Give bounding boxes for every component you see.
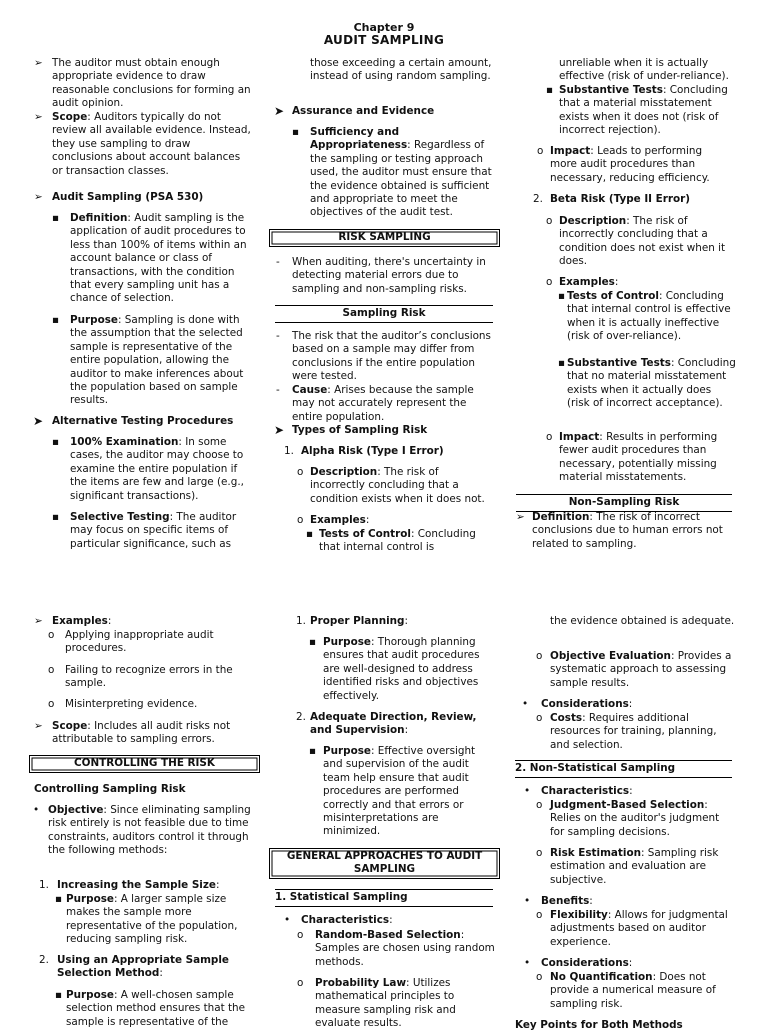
bullet-icon: ▪ xyxy=(309,745,317,757)
arrow-bullet-icon: ➤ xyxy=(33,414,44,428)
bullet-icon: • xyxy=(524,895,531,907)
examination-paragraph: 100% Examination: In some cases, the auditor may choose to examine the entire population if the items are few and large (e.g., significant transactions). xyxy=(70,436,244,502)
beta-examples-label: Examples: xyxy=(559,276,619,288)
circle-bullet: o xyxy=(536,799,543,811)
circle-bullet: o xyxy=(48,664,55,676)
list-number: 1. xyxy=(284,445,294,457)
risk-sampling-banner: RISK SAMPLING xyxy=(269,229,500,247)
beta-tests-of-control: Tests of Control: Concluding that internal control is effective when it is actually ineffective (risk of over-reliance). xyxy=(567,290,731,343)
random-selection-item: Random-Based Selection: Samples are chosen using random methods. xyxy=(315,929,495,968)
list-number: 2. xyxy=(39,954,49,966)
beta-impact: Impact: Results in performing fewer audit procedures than necessary, potentially missing material misstatements. xyxy=(559,431,718,484)
example-item: Misinterpreting evidence. xyxy=(65,698,198,710)
bullet-icon: ▪ xyxy=(292,126,300,138)
controlling-risk-banner: CONTROLLING THE RISK xyxy=(29,755,260,773)
alpha-risk-heading: Alpha Risk (Type I Error) xyxy=(301,445,444,457)
circle-bullet: o xyxy=(536,971,543,983)
examples-label: Examples: xyxy=(52,615,112,627)
circle-bullet: o xyxy=(546,276,553,288)
audit-sampling-heading: Audit Sampling (PSA 530) xyxy=(52,191,204,203)
proper-planning-heading: Proper Planning: xyxy=(310,615,409,627)
assurance-heading: Assurance and Evidence xyxy=(292,105,435,117)
non-statistical-heading: 2. Non-Statistical Sampling xyxy=(515,760,732,778)
example-item: Failing to recognize errors in the sample. xyxy=(65,664,233,690)
circle-bullet: o xyxy=(536,712,543,724)
non-sampling-definition: Definition: The risk of incorrect conclusions due to human errors not related to sampling. xyxy=(532,511,723,550)
page-title: AUDIT SAMPLING xyxy=(323,33,445,47)
risk-sampling-paragraph: When auditing, there's uncertainty in detecting material errors due to sampling and non-sampling risks. xyxy=(292,256,486,295)
circle-bullet: o xyxy=(297,929,304,941)
alpha-tests-of-control: Tests of Control: Concluding that internal control is xyxy=(319,528,476,554)
bullet-icon: • xyxy=(522,698,529,710)
beta-description: Description: The risk of incorrectly concluding that a condition does not exist when it does. xyxy=(559,215,726,268)
types-heading: Types of Sampling Risk xyxy=(292,424,428,436)
arrow-bullet-icon: ➢ xyxy=(34,720,43,732)
sufficiency-paragraph: Sufficiency and Appropriateness: Regardless of the sampling or testing approach used, the auditor must ensure that the evidence obtained is sufficient and appropriate to meet the objectives of the audit test. xyxy=(310,126,492,219)
benefits-label: Benefits: xyxy=(541,895,593,907)
controlling-sampling-risk-heading: Controlling Sampling Risk xyxy=(34,783,186,795)
bullet-icon: • xyxy=(33,804,40,816)
beta-substantive-tests: Substantive Tests: Concluding that no material misstatement exists when it actually does (risk of incorrect acceptance). xyxy=(567,357,736,410)
dash-bullet: - xyxy=(276,330,280,342)
circle-bullet: o xyxy=(536,650,543,662)
considerations-label: Considerations: xyxy=(541,698,633,710)
risk-estimation-item: Risk Estimation: Sampling risk estimation and evaluation are subjective. xyxy=(550,847,719,886)
bullet-icon: ▪ xyxy=(309,636,317,648)
list-number: 1. xyxy=(39,879,49,891)
list-number: 2. xyxy=(533,193,543,205)
sampling-risk-heading: Sampling Risk xyxy=(275,305,493,323)
considerations-label: Considerations: xyxy=(541,957,633,969)
circle-bullet: o xyxy=(48,629,55,641)
increasing-purpose: Purpose: A larger sample size makes the sample more representative of the population, reducing sampling risk. xyxy=(66,893,238,946)
direction-purpose: Purpose: Effective oversight and supervision of the audit team help ensure that audit procedures are performed correctly and that errors or misinterpretations are minimized. xyxy=(323,745,476,838)
statistical-sampling-heading: 1. Statistical Sampling xyxy=(275,889,493,907)
intro-paragraph: The auditor must obtain enough appropriate evidence to draw reasonable conclusions for forming an audit opinion. xyxy=(52,57,251,110)
arrow-bullet-icon: ➢ xyxy=(34,191,43,203)
arrow-bullet-icon: ➤ xyxy=(274,104,285,118)
square-bullet: ▪ xyxy=(558,357,566,369)
bullet-icon: • xyxy=(284,914,291,926)
list-number: 2. xyxy=(296,711,306,723)
circle-bullet: o xyxy=(546,215,553,227)
continued-paragraph: those exceeding a certain amount, instead of using random sampling. xyxy=(310,57,492,83)
circle-bullet: o xyxy=(536,847,543,859)
objective-evaluation-item: Objective Evaluation: Provides a systematic approach to assessing sample results. xyxy=(550,650,732,689)
characteristics-label: Characteristics: xyxy=(301,914,393,926)
list-number: 1. xyxy=(296,615,306,627)
increasing-sample-size-heading: Increasing the Sample Size: xyxy=(57,879,220,891)
bullet-icon: • xyxy=(524,957,531,969)
alternative-testing-heading: Alternative Testing Procedures xyxy=(52,415,234,427)
definition-paragraph: Definition: Audit sampling is the application of audit procedures to less than 100% of items within an account balance or class of transactions, with the condition that every sampling unit has a chance of selection. xyxy=(70,212,247,305)
objective-paragraph: Objective: Since eliminating sampling risk entirely is not feasible due to time constraints, auditors control it through the following methods: xyxy=(48,804,251,857)
costs-item: Costs: Requires additional resources for training, planning, and selection. xyxy=(550,712,717,751)
cause-paragraph: Cause: Arises because the sample may not accurately represent the entire population. xyxy=(292,384,474,423)
alpha-substantive-tests: Substantive Tests: Concluding that a material misstatement exists when it does not (risk of incorrect rejection). xyxy=(559,84,728,137)
bullet-icon: ▪ xyxy=(52,314,60,326)
selection-purpose: Purpose: A well-chosen sample selection method ensures that the sample is representative of the xyxy=(66,989,246,1028)
probability-law-item: Probability Law: Utilizes mathematical principles to measure sampling risk and evaluate results. xyxy=(315,977,456,1030)
no-quantification-item: No Quantification: Does not provide a numerical measure of sampling risk. xyxy=(550,971,716,1010)
circle-bullet: o xyxy=(297,466,304,478)
planning-purpose: Purpose: Thorough planning ensures that audit procedures are well-designed to address identified risks and objectives effectively. xyxy=(323,636,480,702)
arrow-bullet-icon: ➤ xyxy=(274,423,285,437)
general-approaches-banner: GENERAL APPROACHES TO AUDIT SAMPLING xyxy=(269,848,500,879)
scope-paragraph: Scope: Includes all audit risks not attributable to sampling errors. xyxy=(52,720,231,746)
beta-risk-heading: Beta Risk (Type II Error) xyxy=(550,193,691,205)
alpha-impact: Impact: Leads to performing more audit procedures than necessary, reducing efficiency. xyxy=(550,145,710,184)
scope-paragraph: Scope: Auditors typically do not review all available evidence. Instead, they use sampling to draw conclusions about account balances or transaction classes. xyxy=(52,111,251,177)
alpha-examples-label: Examples: xyxy=(310,514,370,526)
square-bullet: ▪ xyxy=(546,84,554,96)
characteristics-label: Characteristics: xyxy=(541,785,633,797)
purpose-paragraph: Purpose: Sampling is done with the assumption that the selected sample is representative of the entire population, allowing the auditor to make inferences about the population based on sample results. xyxy=(70,314,244,407)
circle-bullet: o xyxy=(537,145,544,157)
circle-bullet: o xyxy=(48,698,55,710)
square-bullet: ▪ xyxy=(55,989,63,1001)
non-sampling-risk-heading: Non-Sampling Risk xyxy=(516,494,732,512)
bullet-icon: ▪ xyxy=(52,212,60,224)
judgment-selection-item: Judgment-Based Selection: Relies on the auditor's judgment for sampling decisions. xyxy=(550,799,720,838)
dash-bullet: - xyxy=(276,384,280,396)
alpha-description: Description: The risk of incorrectly concluding that a condition exists when it does not. xyxy=(310,466,485,505)
square-bullet: ▪ xyxy=(55,893,63,905)
dash-bullet: - xyxy=(276,256,280,268)
bullet-icon: • xyxy=(524,785,531,797)
square-bullet: ▪ xyxy=(306,528,314,540)
selective-testing-paragraph: Selective Testing: The auditor may focus on specific items of particular significance, such as xyxy=(70,511,237,550)
sampling-risk-definition: The risk that the auditor’s conclusions based on a sample may differ from conclusions if the entire population were tested. xyxy=(292,330,491,383)
key-points-heading: Key Points for Both Methods xyxy=(515,1019,683,1031)
circle-bullet: o xyxy=(297,977,304,989)
circle-bullet: o xyxy=(297,514,304,526)
circle-bullet: o xyxy=(536,909,543,921)
continued-paragraph: the evidence obtained is adequate. xyxy=(550,615,735,627)
arrow-bullet-icon: ➢ xyxy=(34,111,43,123)
flexibility-item: Flexibility: Allows for judgmental adjustments based on auditor experience. xyxy=(550,909,728,948)
example-item: Applying inappropriate audit procedures. xyxy=(65,629,214,655)
arrow-bullet-icon: ➢ xyxy=(516,511,525,523)
circle-bullet: o xyxy=(546,431,553,443)
continued-paragraph: unreliable when it is actually effective (risk of under-reliance). xyxy=(559,57,729,83)
chapter-label: Chapter 9 xyxy=(353,21,415,34)
appropriate-selection-heading: Using an Appropriate Sample Selection Method: xyxy=(57,954,229,980)
direction-review-heading: Adequate Direction, Review, and Supervision: xyxy=(310,711,477,737)
arrow-bullet-icon: ➢ xyxy=(34,615,43,627)
arrow-bullet-icon: ➢ xyxy=(34,57,43,69)
square-bullet: ▪ xyxy=(558,290,566,302)
bullet-icon: ▪ xyxy=(52,511,60,523)
bullet-icon: ▪ xyxy=(52,436,60,448)
